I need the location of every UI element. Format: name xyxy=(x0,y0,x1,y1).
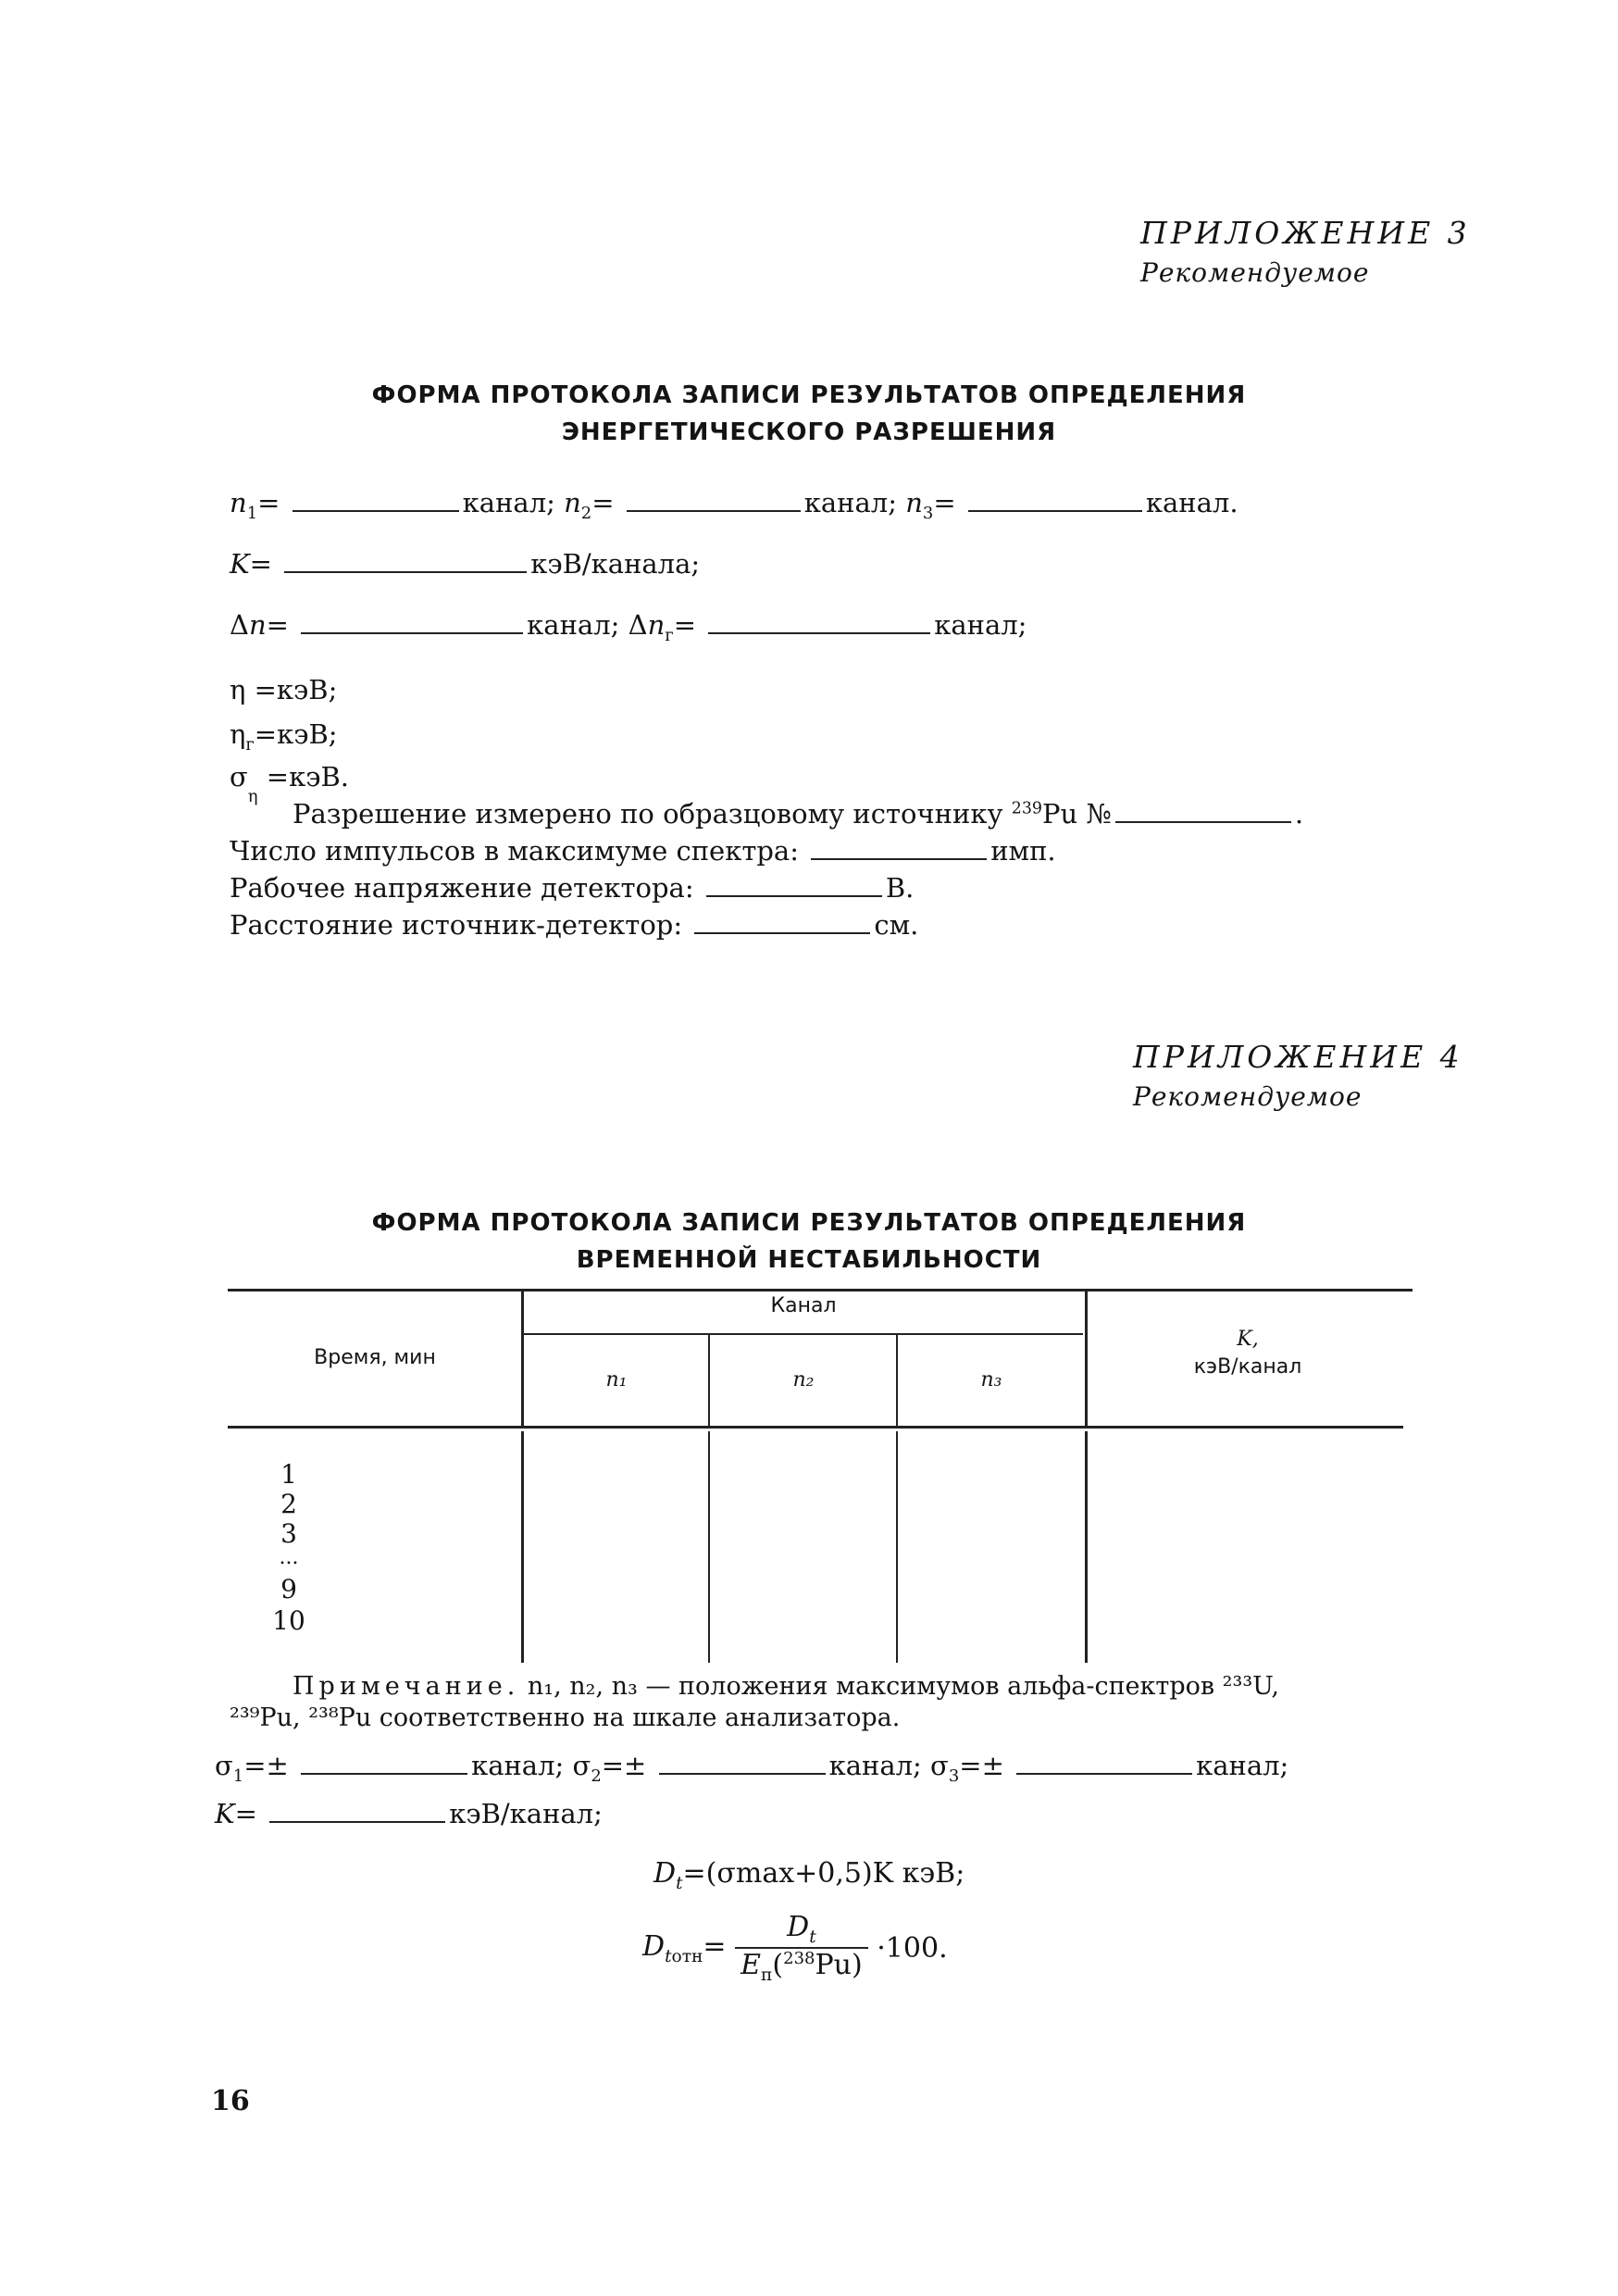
table-row-time: ... xyxy=(279,1546,299,1569)
resolution-line: Разрешение измерено по образцовому источнику $^{239}$Pu № . xyxy=(292,798,1304,830)
col-k-header: K, xyxy=(1237,1328,1259,1351)
appendix4-heading-line2: ВРЕМЕННОЙ НЕСТАБИЛЬНОСТИ xyxy=(576,1246,1042,1274)
table-vline-4 xyxy=(1085,1291,1088,1426)
appendix3-subtitle: Рекомендуемое xyxy=(1140,257,1370,288)
table-row-time: 10 xyxy=(272,1605,305,1636)
k-coefficient-line: K= кэВ/канала; xyxy=(230,548,701,580)
table-row-time: 1 xyxy=(280,1459,297,1490)
table-row-time: 2 xyxy=(280,1489,297,1519)
table-body-vline-1 xyxy=(521,1431,524,1663)
col-time-header: Время, мин xyxy=(314,1346,436,1369)
appendix3-heading-line2: ЭНЕРГЕТИЧЕСКОГО РАЗРЕШЕНИЯ xyxy=(561,418,1057,446)
appendix4-subtitle: Рекомендуемое xyxy=(1133,1081,1363,1112)
col-channel-header: Канал xyxy=(770,1294,837,1317)
sigma-eta-line: $\sigma_\eta =кэВ$. xyxy=(230,761,349,806)
table-row-time: 3 xyxy=(280,1518,297,1549)
formula-dt: $D_t=(\sigma\max+0,5)K$ кэВ; xyxy=(653,1857,965,1893)
col-n3-header: n₃ xyxy=(980,1368,1002,1391)
table-header-rule xyxy=(228,1426,1403,1429)
table-top-rule xyxy=(228,1289,1413,1292)
eta-line: η =кэВ; xyxy=(230,674,338,705)
voltage-line: Рабочее напряжение детектора: В. xyxy=(230,872,915,904)
appendix4-heading-line1: ФОРМА ПРОТОКОЛА ЗАПИСИ РЕЗУЛЬТАТОВ ОПРЕДЕЛЕНИЯ xyxy=(371,1209,1247,1237)
channel-positions-line: $n_1=$ канал; $n_2=$ канал; $n_3=$ канал. xyxy=(230,487,1238,523)
appendix4-title: ПРИЛОЖЕНИЕ 4 xyxy=(1133,1039,1463,1075)
note-line-2: ²³⁹Pu, ²³⁸Pu соответственно на шкале анализатора. xyxy=(230,1703,901,1732)
col-n1-header: n₁ xyxy=(605,1368,628,1391)
note-line-1: Примечание. n₁, n₂, n₃ — положения максимумов альфа-спектров ²³³U, xyxy=(292,1672,1280,1701)
k-line-appendix4: K= кэВ/канал; xyxy=(215,1798,603,1829)
page-number: 16 xyxy=(211,2085,250,2117)
impulses-line: Число импульсов в максимуме спектра: имп. xyxy=(230,835,1056,867)
sigma-channel-line: $\sigma_1=\pm$ канал; $\sigma_2=\pm$ канал; $\sigma_3=\pm$ канал; xyxy=(215,1750,1289,1786)
appendix3-heading-line1: ФОРМА ПРОТОКОЛА ЗАПИСИ РЕЗУЛЬТАТОВ ОПРЕДЕЛЕНИЯ xyxy=(371,381,1247,409)
col-k-unit-header: кэВ/канал xyxy=(1193,1355,1302,1379)
table-body-vline-3 xyxy=(896,1431,898,1663)
eta-r-line: $\eta_г=кэВ$; xyxy=(230,718,338,755)
table-row-time: 9 xyxy=(280,1574,297,1604)
table-channel-rule xyxy=(524,1333,1083,1335)
table-body-vline-2 xyxy=(708,1431,710,1663)
col-n2-header: n₂ xyxy=(792,1368,815,1391)
formula-dt-rel: $D_{tотн}=$ $D_t$ $E_п(^{238}Pu)$ ·100. xyxy=(642,1911,948,1985)
distance-line: Расстояние источник-детектор: см. xyxy=(230,909,919,941)
appendix3-title: ПРИЛОЖЕНИЕ 3 xyxy=(1140,215,1471,251)
delta-n-line: Δn= канал; $\Delta n_г=$ канал; xyxy=(230,609,1027,645)
table-body-vline-4 xyxy=(1085,1431,1088,1663)
